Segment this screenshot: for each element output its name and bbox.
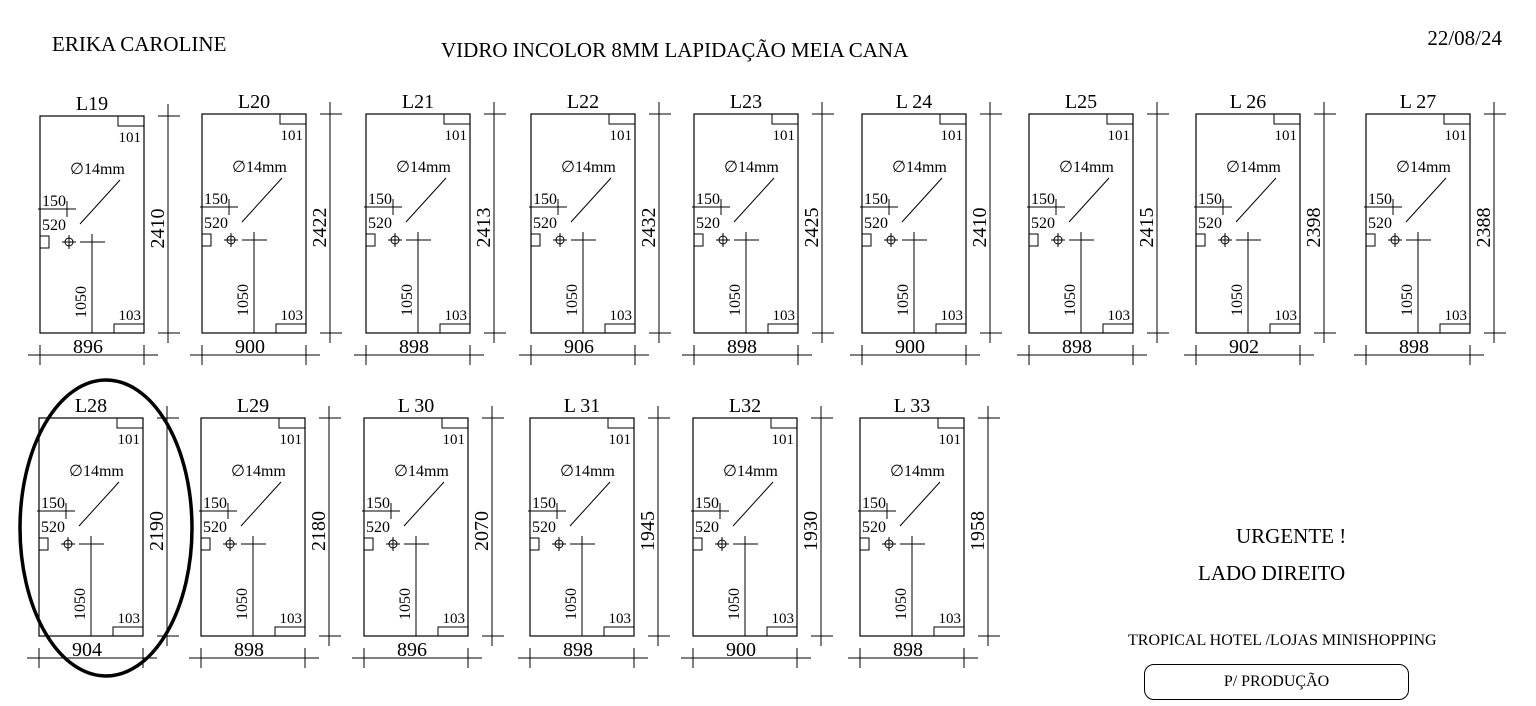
hole-offset-x-label: 520 — [368, 215, 392, 232]
corner-top-label: 101 — [772, 128, 795, 144]
edge-marker — [201, 538, 210, 550]
corner-bottom-box — [1270, 324, 1300, 333]
hole-leader-line — [902, 178, 942, 222]
panel-width-label: 898 — [563, 639, 593, 661]
panel-height-label: 2388 — [1473, 207, 1495, 248]
hole-diameter-label: ∅14mm — [70, 161, 125, 178]
panel-width-label: 896 — [73, 336, 103, 358]
hole-offset-y-label: 150 — [1198, 191, 1222, 208]
panel-label: L 33 — [893, 395, 931, 417]
corner-top-label: 101 — [444, 128, 467, 144]
corner-bottom-label: 103 — [279, 611, 302, 627]
panel-width-label: 904 — [72, 639, 102, 661]
hole-leader-line — [1406, 178, 1446, 222]
corner-top-label: 101 — [609, 128, 632, 144]
hole-leader-line — [733, 482, 773, 526]
panel-l19 — [28, 93, 180, 365]
hole-offset-y-label: 150 — [41, 495, 65, 512]
panel-l29 — [189, 395, 341, 668]
hole-offset-x-label: 520 — [695, 519, 719, 536]
corner-bottom-label: 103 — [1107, 308, 1130, 324]
panel-width-label: 898 — [399, 336, 429, 358]
panel-l25 — [1017, 91, 1169, 365]
hole-diameter-label: ∅14mm — [723, 463, 778, 480]
panel-l26 — [1184, 91, 1336, 365]
panel-l33 — [848, 395, 1000, 668]
panel-label: L25 — [1064, 91, 1098, 113]
hole-leader-line — [570, 482, 610, 526]
panel-l31 — [518, 395, 670, 668]
corner-top-label: 101 — [118, 130, 141, 146]
panel-width-label: 900 — [895, 336, 925, 358]
panel-width-label: 898 — [727, 336, 757, 358]
hole-diameter-label: ∅14mm — [1226, 159, 1281, 176]
edge-marker — [1196, 234, 1205, 246]
center-height-label: 1050 — [564, 284, 581, 316]
hole-leader-line — [79, 482, 119, 526]
corner-top-label: 101 — [771, 432, 794, 448]
panel-width-label: 902 — [1229, 336, 1259, 358]
hole-leader-line — [1236, 178, 1276, 222]
panel-l22 — [519, 91, 671, 365]
panel-width-label: 898 — [234, 639, 264, 661]
corner-top-label: 101 — [279, 432, 302, 448]
panel-height-label: 2070 — [471, 511, 493, 551]
hole-diameter-label: ∅14mm — [724, 159, 779, 176]
hole-offset-y-label: 150 — [695, 495, 719, 512]
hole-leader-line — [241, 482, 281, 526]
corner-top-label: 101 — [608, 432, 631, 448]
corner-bottom-label: 103 — [1274, 308, 1297, 324]
edge-marker — [39, 538, 48, 550]
corner-bottom-label: 103 — [444, 308, 467, 324]
edge-marker — [530, 538, 539, 550]
corner-bottom-label: 103 — [280, 308, 303, 324]
hole-offset-y-label: 150 — [532, 495, 556, 512]
panel-l23 — [682, 91, 834, 365]
corner-bottom-label: 103 — [118, 308, 141, 324]
panel-height-label: 2413 — [473, 207, 495, 248]
center-height-label: 1050 — [397, 588, 414, 620]
corner-bottom-box — [275, 627, 305, 636]
panel-height-label: 2422 — [309, 207, 331, 248]
corner-top-box — [280, 114, 306, 124]
corner-top-box — [442, 418, 468, 428]
corner-top-box — [118, 116, 144, 126]
center-height-label: 1050 — [1399, 284, 1416, 316]
hole-diameter-label: ∅14mm — [1059, 159, 1114, 176]
corner-bottom-label: 103 — [609, 308, 632, 324]
center-height-label: 1050 — [1062, 284, 1079, 316]
corner-top-box — [608, 418, 634, 428]
edge-marker — [202, 234, 211, 246]
hole-offset-x-label: 520 — [696, 215, 720, 232]
corner-top-label: 101 — [117, 432, 140, 448]
corner-top-label: 101 — [1107, 128, 1130, 144]
corner-bottom-box — [114, 324, 144, 333]
corner-bottom-box — [768, 324, 798, 333]
hole-diameter-label: ∅14mm — [396, 159, 451, 176]
corner-top-box — [609, 114, 635, 124]
corner-top-box — [940, 114, 966, 124]
hole-diameter-label: ∅14mm — [1396, 159, 1451, 176]
hole-leader-line — [404, 482, 444, 526]
hole-leader-line — [406, 178, 446, 222]
panel-l30 — [352, 395, 504, 668]
hole-leader-line — [900, 482, 940, 526]
hole-leader-line — [734, 178, 774, 222]
production-status-badge: P/ PRODUÇÃO — [1144, 664, 1409, 700]
corner-bottom-box — [1440, 324, 1470, 333]
hole-offset-x-label: 520 — [1198, 215, 1222, 232]
edge-marker — [1029, 234, 1038, 246]
hole-offset-x-label: 520 — [1368, 215, 1392, 232]
center-height-label: 1050 — [399, 284, 416, 316]
corner-bottom-box — [1103, 324, 1133, 333]
panel-height-label: 2190 — [146, 511, 168, 551]
client-name: ERIKA CAROLINE — [52, 32, 227, 56]
hole-leader-line — [242, 178, 282, 222]
panel-l27 — [1354, 91, 1506, 365]
corner-top-label: 101 — [1274, 128, 1297, 144]
corner-bottom-box — [276, 324, 306, 333]
hole-offset-y-label: 150 — [204, 191, 228, 208]
panel-width-label: 898 — [1062, 336, 1092, 358]
center-height-label: 1050 — [235, 284, 252, 316]
panel-width-label: 900 — [235, 336, 265, 358]
client-site-note: TROPICAL HOTEL /LOJAS MINISHOPPING — [1128, 632, 1437, 649]
hole-offset-x-label: 520 — [532, 519, 556, 536]
center-height-label: 1050 — [73, 286, 90, 318]
corner-bottom-label: 103 — [1444, 308, 1467, 324]
corner-top-box — [1107, 114, 1133, 124]
edge-marker — [1366, 234, 1375, 246]
panel-height-label: 2398 — [1303, 207, 1325, 248]
center-height-label: 1050 — [234, 588, 251, 620]
hole-offset-y-label: 150 — [1368, 191, 1392, 208]
hole-offset-y-label: 150 — [366, 495, 390, 512]
hole-offset-x-label: 520 — [864, 215, 888, 232]
corner-bottom-label: 103 — [117, 611, 140, 627]
edge-marker — [40, 236, 49, 248]
corner-top-label: 101 — [938, 432, 961, 448]
order-date: 22/08/24 — [1427, 26, 1502, 50]
panel-height-label: 1930 — [800, 511, 822, 551]
hole-offset-y-label: 150 — [1031, 191, 1055, 208]
hole-diameter-label: ∅14mm — [892, 159, 947, 176]
corner-top-label: 101 — [280, 128, 303, 144]
panel-l32 — [681, 395, 833, 668]
hole-leader-line — [80, 180, 120, 224]
corner-bottom-label: 103 — [771, 611, 794, 627]
hole-offset-x-label: 520 — [42, 217, 66, 234]
hole-diameter-label: ∅14mm — [560, 463, 615, 480]
hole-offset-y-label: 150 — [862, 495, 886, 512]
panel-width-label: 906 — [564, 336, 594, 358]
edge-marker — [860, 538, 869, 550]
edge-marker — [366, 234, 375, 246]
hole-offset-y-label: 150 — [533, 191, 557, 208]
hole-offset-x-label: 520 — [862, 519, 886, 536]
corner-top-label: 101 — [442, 432, 465, 448]
hole-leader-line — [571, 178, 611, 222]
panel-label: L 27 — [1399, 91, 1437, 113]
edge-marker — [364, 538, 373, 550]
panel-l24 — [850, 91, 1002, 365]
hole-offset-x-label: 520 — [41, 519, 65, 536]
urgent-note: URGENTE ! — [1236, 524, 1347, 548]
panel-l28 — [20, 380, 192, 676]
corner-bottom-box — [605, 324, 635, 333]
corner-bottom-label: 103 — [940, 308, 963, 324]
hole-offset-x-label: 520 — [204, 215, 228, 232]
hole-leader-line — [1069, 178, 1109, 222]
center-height-label: 1050 — [893, 588, 910, 620]
hole-offset-y-label: 150 — [696, 191, 720, 208]
center-height-label: 1050 — [895, 284, 912, 316]
panel-height-label: 2415 — [1136, 207, 1158, 248]
hole-diameter-label: ∅14mm — [890, 463, 945, 480]
panel-label: L 30 — [397, 395, 435, 417]
panel-label: L19 — [75, 93, 109, 115]
hole-offset-x-label: 520 — [366, 519, 390, 536]
panel-label: L 24 — [895, 91, 933, 113]
hole-diameter-label: ∅14mm — [394, 463, 449, 480]
corner-bottom-box — [936, 324, 966, 333]
panel-label: L22 — [566, 91, 600, 113]
center-height-label: 1050 — [1229, 284, 1246, 316]
panel-height-label: 1945 — [637, 511, 659, 551]
corner-top-box — [444, 114, 470, 124]
corner-top-box — [1274, 114, 1300, 124]
center-height-label: 1050 — [727, 284, 744, 316]
corner-bottom-label: 103 — [442, 611, 465, 627]
panel-height-label: 2410 — [147, 208, 169, 249]
corner-bottom-box — [113, 627, 143, 636]
hole-offset-x-label: 520 — [533, 215, 557, 232]
panel-label: L28 — [74, 395, 108, 417]
edge-marker — [862, 234, 871, 246]
hole-offset-x-label: 520 — [203, 519, 227, 536]
panel-height-label: 2410 — [969, 207, 991, 248]
corner-top-box — [771, 418, 797, 428]
hole-diameter-label: ∅14mm — [561, 159, 616, 176]
hole-diameter-label: ∅14mm — [69, 463, 124, 480]
corner-top-box — [117, 418, 143, 428]
center-height-label: 1050 — [72, 588, 89, 620]
corner-top-box — [279, 418, 305, 428]
corner-bottom-label: 103 — [772, 308, 795, 324]
corner-top-label: 101 — [940, 128, 963, 144]
corner-bottom-box — [440, 324, 470, 333]
panel-width-label: 898 — [1399, 336, 1429, 358]
side-note: LADO DIREITO — [1198, 561, 1346, 585]
panel-l20 — [190, 91, 342, 365]
corner-bottom-box — [934, 627, 964, 636]
corner-top-box — [938, 418, 964, 428]
panel-label: L20 — [237, 91, 271, 113]
corner-bottom-box — [767, 627, 797, 636]
corner-bottom-box — [604, 627, 634, 636]
panel-height-label: 2425 — [801, 207, 823, 248]
panel-height-label: 2432 — [638, 207, 660, 248]
hole-diameter-label: ∅14mm — [231, 463, 286, 480]
edge-marker — [693, 538, 702, 550]
panel-width-label: 898 — [893, 639, 923, 661]
panel-label: L 26 — [1229, 91, 1267, 113]
corner-top-label: 101 — [1444, 128, 1467, 144]
hole-offset-y-label: 150 — [203, 495, 227, 512]
corner-top-box — [772, 114, 798, 124]
panel-label: L29 — [236, 395, 270, 417]
corner-bottom-label: 103 — [608, 611, 631, 627]
corner-bottom-box — [438, 627, 468, 636]
panel-label: L32 — [728, 395, 762, 417]
panel-label: L21 — [401, 91, 435, 113]
edge-marker — [531, 234, 540, 246]
panel-label: L 31 — [563, 395, 601, 417]
center-height-label: 1050 — [726, 588, 743, 620]
corner-top-box — [1444, 114, 1470, 124]
edge-marker — [694, 234, 703, 246]
panel-height-label: 1958 — [967, 511, 989, 551]
center-height-label: 1050 — [563, 588, 580, 620]
hole-diameter-label: ∅14mm — [232, 159, 287, 176]
hole-offset-x-label: 520 — [1031, 215, 1055, 232]
panel-width-label: 900 — [726, 639, 756, 661]
hole-offset-y-label: 150 — [864, 191, 888, 208]
corner-bottom-label: 103 — [938, 611, 961, 627]
panel-label: L23 — [729, 91, 763, 113]
hole-offset-y-label: 150 — [368, 191, 392, 208]
panel-width-label: 896 — [397, 639, 427, 661]
material-spec: VIDRO INCOLOR 8MM LAPIDAÇÃO MEIA CANA — [441, 38, 909, 62]
panel-height-label: 2180 — [308, 511, 330, 551]
hole-offset-y-label: 150 — [42, 193, 66, 210]
panel-l21 — [354, 91, 506, 365]
